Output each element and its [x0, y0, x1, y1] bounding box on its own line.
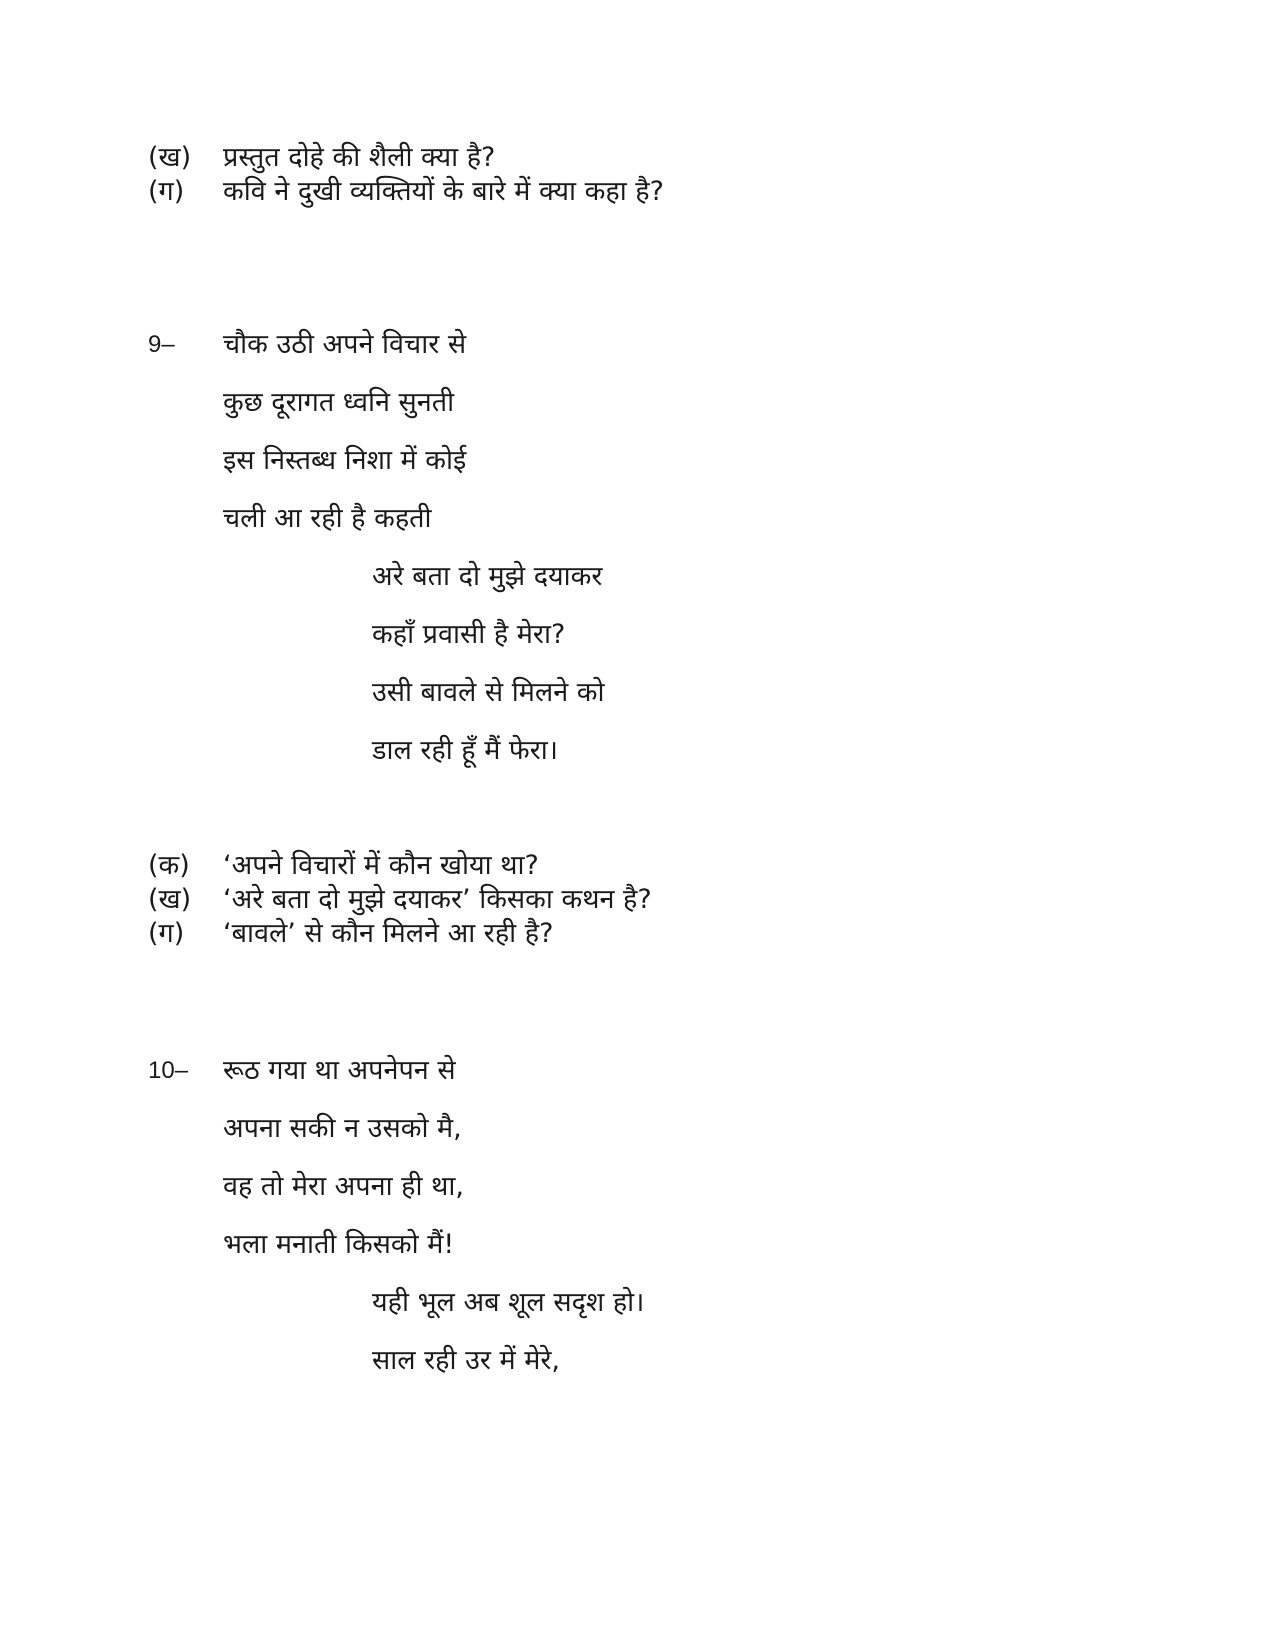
q10-verse-line: रूठ गया था अपनेपन से [223, 1055, 456, 1086]
q10-verse-line: वह तो मेरा अपना ही था, [223, 1171, 464, 1202]
q9-verse-line: कहाँ प्रवासी है मेरा? [372, 619, 566, 650]
q10-verse-line: भला मनाती किसको मैं! [223, 1229, 455, 1260]
q9-verse-line: उसी बावले से मिलने को [372, 677, 605, 708]
part-text: ‘अरे बता दो मुझे दयाकर’ किसका कथन है? [223, 884, 652, 915]
part-text: ‘बावले’ से कौन मिलने आ रही है? [223, 918, 554, 949]
q9-verse-line: चौक उठी अपने विचार से [223, 329, 467, 360]
q9-verse-line: कुछ दूरागत ध्वनि सुनती [223, 387, 455, 418]
q9-verse-line: डाल रही हूँ मैं फेरा। [372, 735, 559, 766]
q9-number: 9– [148, 331, 175, 358]
q10-verse-line: अपना सकी न उसको मै, [223, 1113, 462, 1144]
q9-verse-line: चली आ रही है कहती [223, 503, 432, 534]
q10-number: 10– [148, 1057, 189, 1084]
q10-verse-line: साल रही उर में मेरे, [372, 1345, 561, 1376]
q9-verse-line: इस निस्तब्ध निशा में कोई [223, 445, 467, 476]
part-label: (ग) [148, 176, 185, 207]
q9-verse-line: अरे बता दो मुझे दयाकर [372, 561, 603, 592]
q10-verse-line: यही भूल अब शूल सदृश हो। [372, 1287, 645, 1318]
part-text: कवि ने दुखी व्यक्तियों के बारे में क्या कहा है? [223, 176, 664, 207]
part-text: प्रस्तुत दोहे की शैली क्या है? [223, 142, 496, 173]
part-label: (ख) [148, 884, 192, 915]
part-text: ‘अपने विचारों में कौन खोया था? [223, 850, 539, 881]
part-label: (क) [148, 850, 190, 881]
part-label: (ख) [148, 142, 192, 173]
part-label: (ग) [148, 918, 185, 949]
